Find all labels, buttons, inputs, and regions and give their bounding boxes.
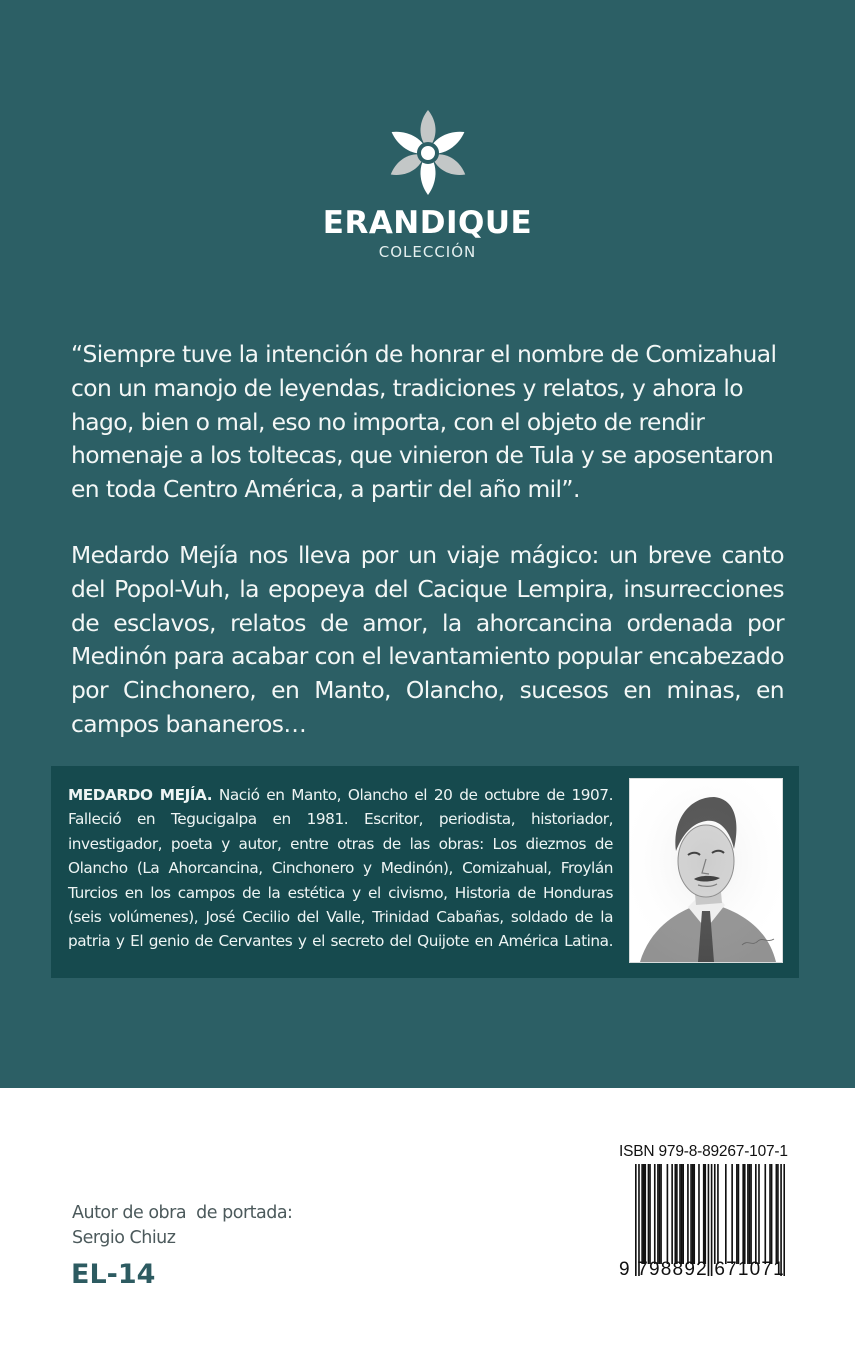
author-quote: “Siempre tuve la intención de honrar el nombre de Comizahual con un manojo de leyendas, tradiciones y relatos, y ahora lo hago, bien o mal, eso no importa, con el objeto de rendir homenaje a los toltecas, que vinieron de Tula y se aposentaron en toda Centro América, a partir del año mil”. — [71, 340, 777, 504]
book-blurb: Medardo Mejía nos lleva por un viaje mágico: un breve canto del Popol-Vuh, la epopeya del Cacique Lempira, insurrecciones de esclavos, relatos de amor, la ahorcancina ordenada por Medinón para acabar con el levantamiento popular encabezado por Cinchonero, en Manto, Olancho, sucesos en minas, en campos bananeros… — [71, 541, 784, 738]
collection-logo — [0, 108, 855, 261]
portrait-sketch-icon — [630, 779, 782, 962]
cover-art-credits — [72, 1201, 292, 1251]
collection-brand: ERANDIQUE — [322, 205, 533, 241]
isbn-label: ISBN 979-8-89267-107-1 — [619, 1143, 788, 1160]
flower-icon — [380, 108, 476, 198]
isbn-digits: 9 798892 671071 — [619, 1259, 785, 1280]
author-name: MEDARDO MEJÍA. — [68, 786, 213, 804]
author-portrait — [629, 778, 783, 963]
cover-art-label: Autor de obra de portada: — [72, 1203, 293, 1223]
isbn-barcode-block — [619, 1143, 799, 1280]
author-bio-text: Nació en Manto, Olancho el 20 de octubre de 1907. Falleció en Tegucigalpa en 1981. Escritor, periodista, historiador, investigador, poeta y autor, entre otras de las obras: Los diezmos de Olancho (La Ahorcancina, Cinchonero y Medinón), Comizahual, Froylán Turcios en los campos de la estética y el civismo, Historia de Honduras (seis volúmenes), José Cecilio del Valle, Trinidad Cabañas, soldado de la patria y El genio de Cervantes y el secreto del Quijote en América Latina. — [68, 786, 614, 951]
author-bio-box — [51, 766, 799, 978]
series-code: EL-14 — [71, 1259, 156, 1290]
author-bio — [68, 783, 613, 954]
cover-art-author: Sergio Chiuz — [72, 1228, 176, 1248]
collection-subtitle: COLECCIÓN — [378, 243, 477, 261]
